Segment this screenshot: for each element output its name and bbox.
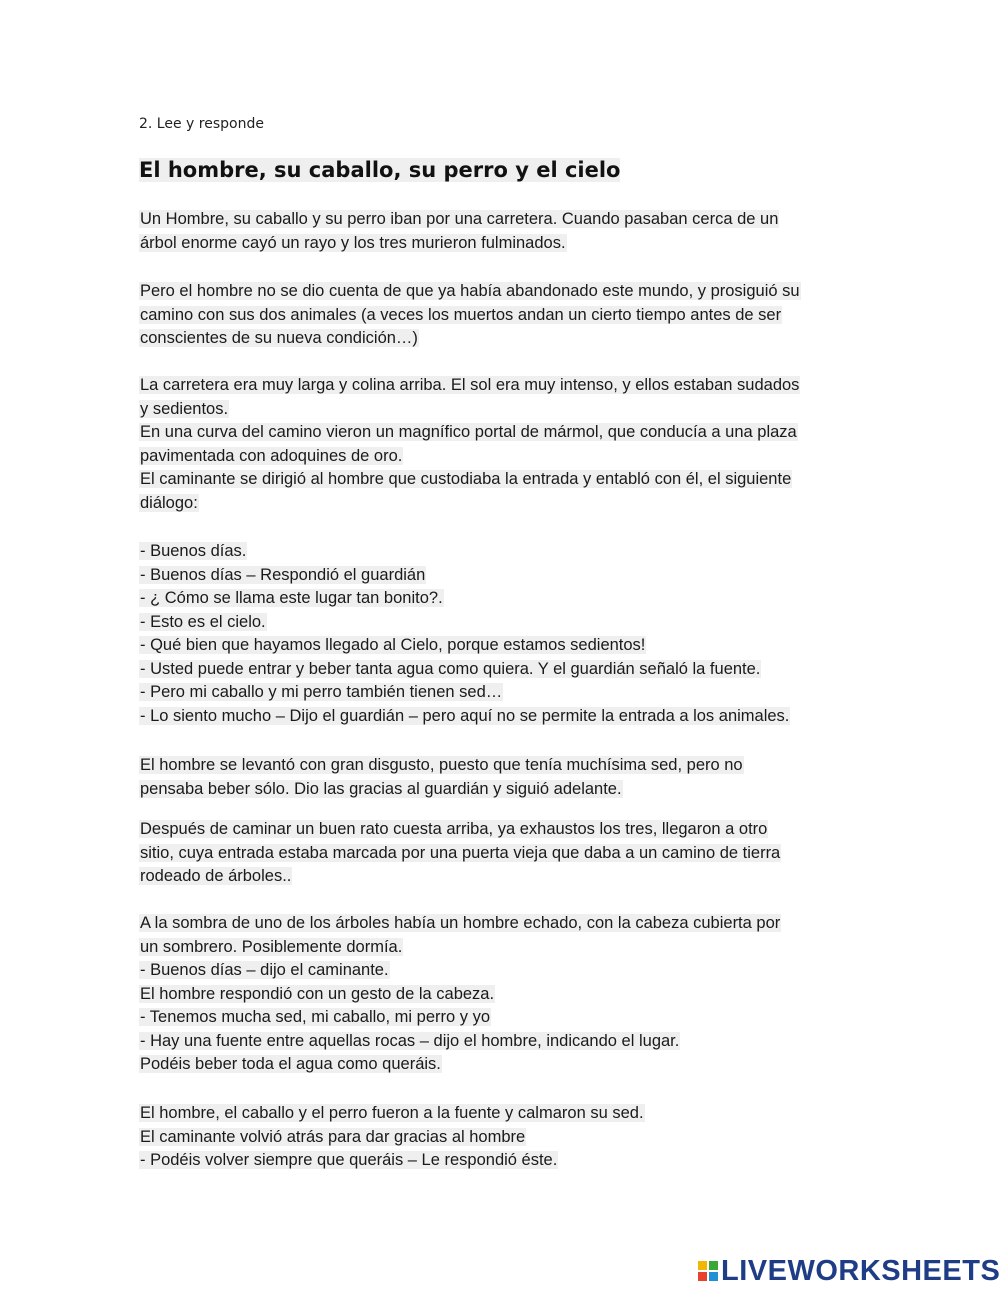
dialogue-line: - Buenos días – Respondió el guardián xyxy=(140,565,426,584)
paragraph-2 xyxy=(139,280,859,351)
paragraph-8 xyxy=(139,1102,859,1173)
text-line: y sedientos. xyxy=(140,399,229,418)
text-line: Podéis beber toda el agua como queráis. xyxy=(140,1055,441,1073)
instruction-label: 2. Lee y responde xyxy=(139,116,264,132)
text-line: A la sombra de uno de los árboles había un hombre echado, con la cabeza cubierta por xyxy=(140,914,781,932)
dialogue-line: - ¿ Cómo se llama este lugar tan bonito?. xyxy=(140,589,443,607)
text-line: El hombre respondió con un gesto de la cabeza. xyxy=(140,984,495,1003)
dialogue-line: - Lo siento mucho – Dijo el guardián – pero aquí no se permite la entrada a los animales. xyxy=(140,706,790,725)
paragraph-3 xyxy=(139,374,859,515)
text-line: - Podéis volver siempre que queráis – Le respondió éste. xyxy=(140,1151,558,1169)
text-line: - Tenemos mucha sed, mi caballo, mi perro y yo xyxy=(140,1008,491,1026)
dialogue-line: - Buenos días. xyxy=(140,542,247,560)
logo-blocks-icon xyxy=(698,1261,718,1281)
logo-block xyxy=(698,1272,707,1281)
dialogue-line: - Qué bien que hayamos llegado al Cielo, porque estamos sedientos! xyxy=(140,636,646,654)
paragraph-1 xyxy=(139,208,859,255)
dialogue-block xyxy=(139,540,859,728)
text-line: El caminante volvió atrás para dar gracias al hombre xyxy=(140,1127,526,1146)
text-line: Un Hombre, su caballo y su perro iban por una carretera. Cuando pasaban cerca de un xyxy=(140,210,779,228)
dialogue-line: - Pero mi caballo y mi perro también tienen sed… xyxy=(140,683,503,701)
dialogue-line: - Esto es el cielo. xyxy=(140,612,266,631)
text-line: En una curva del camino vieron un magnífico portal de mármol, que conducía a una plaza xyxy=(140,423,797,441)
text-line: rodeado de árboles.. xyxy=(140,867,292,885)
dialogue-line: - Usted puede entrar y beber tanta agua como quiera. Y el guardián señaló la fuente. xyxy=(140,659,761,678)
text-line: pavimentada con adoquines de oro. xyxy=(140,446,403,465)
paragraph-7 xyxy=(139,912,859,1077)
text-line: árbol enorme cayó un rayo y los tres murieron fulminados. xyxy=(140,233,566,252)
logo-block xyxy=(709,1272,718,1281)
paragraph-5 xyxy=(139,754,859,801)
text-line: diálogo: xyxy=(140,493,198,512)
logo-text: LIVEWORKSHEETS xyxy=(721,1254,1000,1287)
text-line: conscientes de su nueva condición…) xyxy=(140,329,418,347)
logo-block xyxy=(709,1261,718,1270)
story-title xyxy=(139,158,620,182)
text-line: Después de caminar un buen rato cuesta arriba, ya exhaustos los tres, llegaron a otro xyxy=(140,820,768,838)
liveworksheets-logo xyxy=(698,1256,1000,1286)
text-line: Pero el hombre no se dio cuenta de que ya había abandonado este mundo, y prosiguió su xyxy=(140,282,800,300)
text-line: - Hay una fuente entre aquellas rocas – dijo el hombre, indicando el lugar. xyxy=(140,1031,680,1050)
text-line: camino con sus dos animales (a veces los muertos andan un cierto tiempo antes de ser xyxy=(140,305,782,324)
text-line: un sombrero. Posiblemente dormía. xyxy=(140,937,403,956)
text-line: El caminante se dirigió al hombre que custodiaba la entrada y entabló con él, el siguiente xyxy=(140,470,792,488)
story-title-text: El hombre, su caballo, su perro y el cielo xyxy=(139,158,621,182)
text-line: La carretera era muy larga y colina arriba. El sol era muy intenso, y ellos estaban sudados xyxy=(140,376,800,394)
paragraph-6 xyxy=(139,818,859,889)
text-line: - Buenos días – dijo el caminante. xyxy=(140,961,389,979)
text-line: El hombre se levantó con gran disgusto, puesto que tenía muchísima sed, pero no xyxy=(140,756,743,774)
text-line: sitio, cuya entrada estaba marcada por una puerta vieja que daba a un camino de tierra xyxy=(140,843,781,862)
text-line: El hombre, el caballo y el perro fueron a la fuente y calmaron su sed. xyxy=(140,1104,644,1122)
text-line: pensaba beber sólo. Dio las gracias al guardián y siguió adelante. xyxy=(140,779,622,798)
logo-block xyxy=(698,1261,707,1270)
